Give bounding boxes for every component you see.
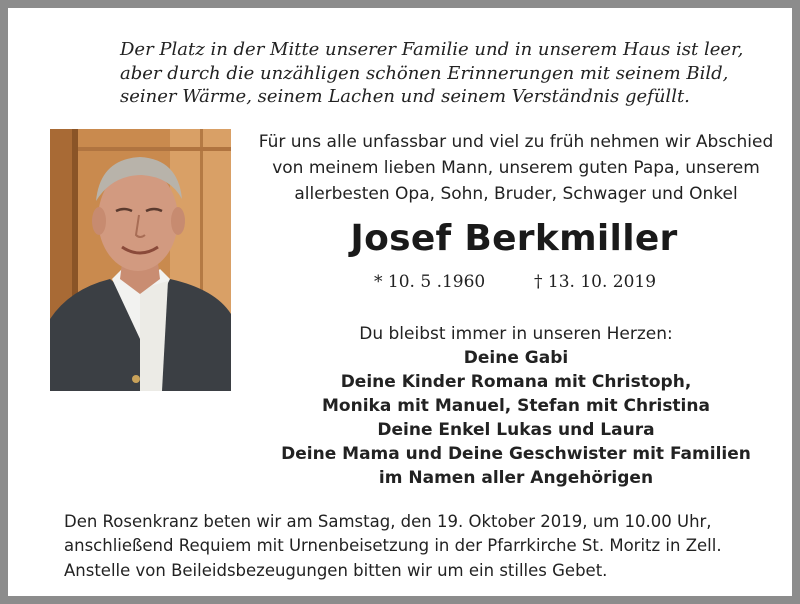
mourner-line: Monika mit Manuel, Stefan mit Christina — [322, 396, 710, 416]
verse-line: aber durch die unzähligen schönen Erinnerungen mit seinem Bild, — [120, 62, 729, 84]
verse-line: Der Platz in der Mitte unserer Familie und in unserem Haus ist leer, — [120, 39, 744, 60]
mourner-line: Deine Mama und Deine Geschwister mit Familien — [281, 444, 751, 464]
service-details — [64, 510, 784, 558]
mourner-line: Deine Enkel Lukas und Laura — [377, 420, 655, 440]
deceased-name: Josef Berkmiller — [350, 218, 678, 259]
farewell-line: von meinem lieben Mann, unserem guten Papa, unserem — [272, 158, 760, 178]
farewell-line: allerbesten Opa, Sohn, Bruder, Schwager und Onkel — [294, 184, 738, 204]
farewell-line: Für uns alle unfassbar und viel zu früh nehmen wir Abschied — [258, 132, 774, 152]
service-line: anschließend Requiem mit Urnenbeisetzung in der Pfarrkirche St. Moritz in Zell. — [64, 536, 722, 555]
mourners-lead: Du bleibst immer in unseren Herzen: — [359, 324, 673, 344]
memorial-verse — [120, 38, 744, 109]
portrait-photo — [50, 129, 231, 391]
mourner-line: im Namen aller Angehörigen — [378, 468, 654, 488]
mourner-line: Deine Kinder Romana mit Christoph, — [340, 372, 692, 392]
closing-request: Anstelle von Beileidsbezeugungen bitten wir um ein stilles Gebet. — [64, 561, 608, 580]
service-line: Den Rosenkranz beten wir am Samstag, den 19. Oktober 2019, um 10.00 Uhr, — [64, 512, 712, 531]
mourners-list — [246, 322, 786, 490]
portrait-illustration — [50, 129, 231, 391]
mourner-line: Deine Gabi — [463, 348, 569, 368]
farewell-text — [246, 129, 786, 207]
verse-line: seiner Wärme, seinem Lachen und seinem Verständnis gefüllt. — [120, 86, 690, 107]
death-date: † 13. 10. 2019 — [534, 272, 657, 292]
birth-date: * 10. 5 .1960 — [374, 272, 486, 292]
life-dates — [368, 272, 688, 298]
